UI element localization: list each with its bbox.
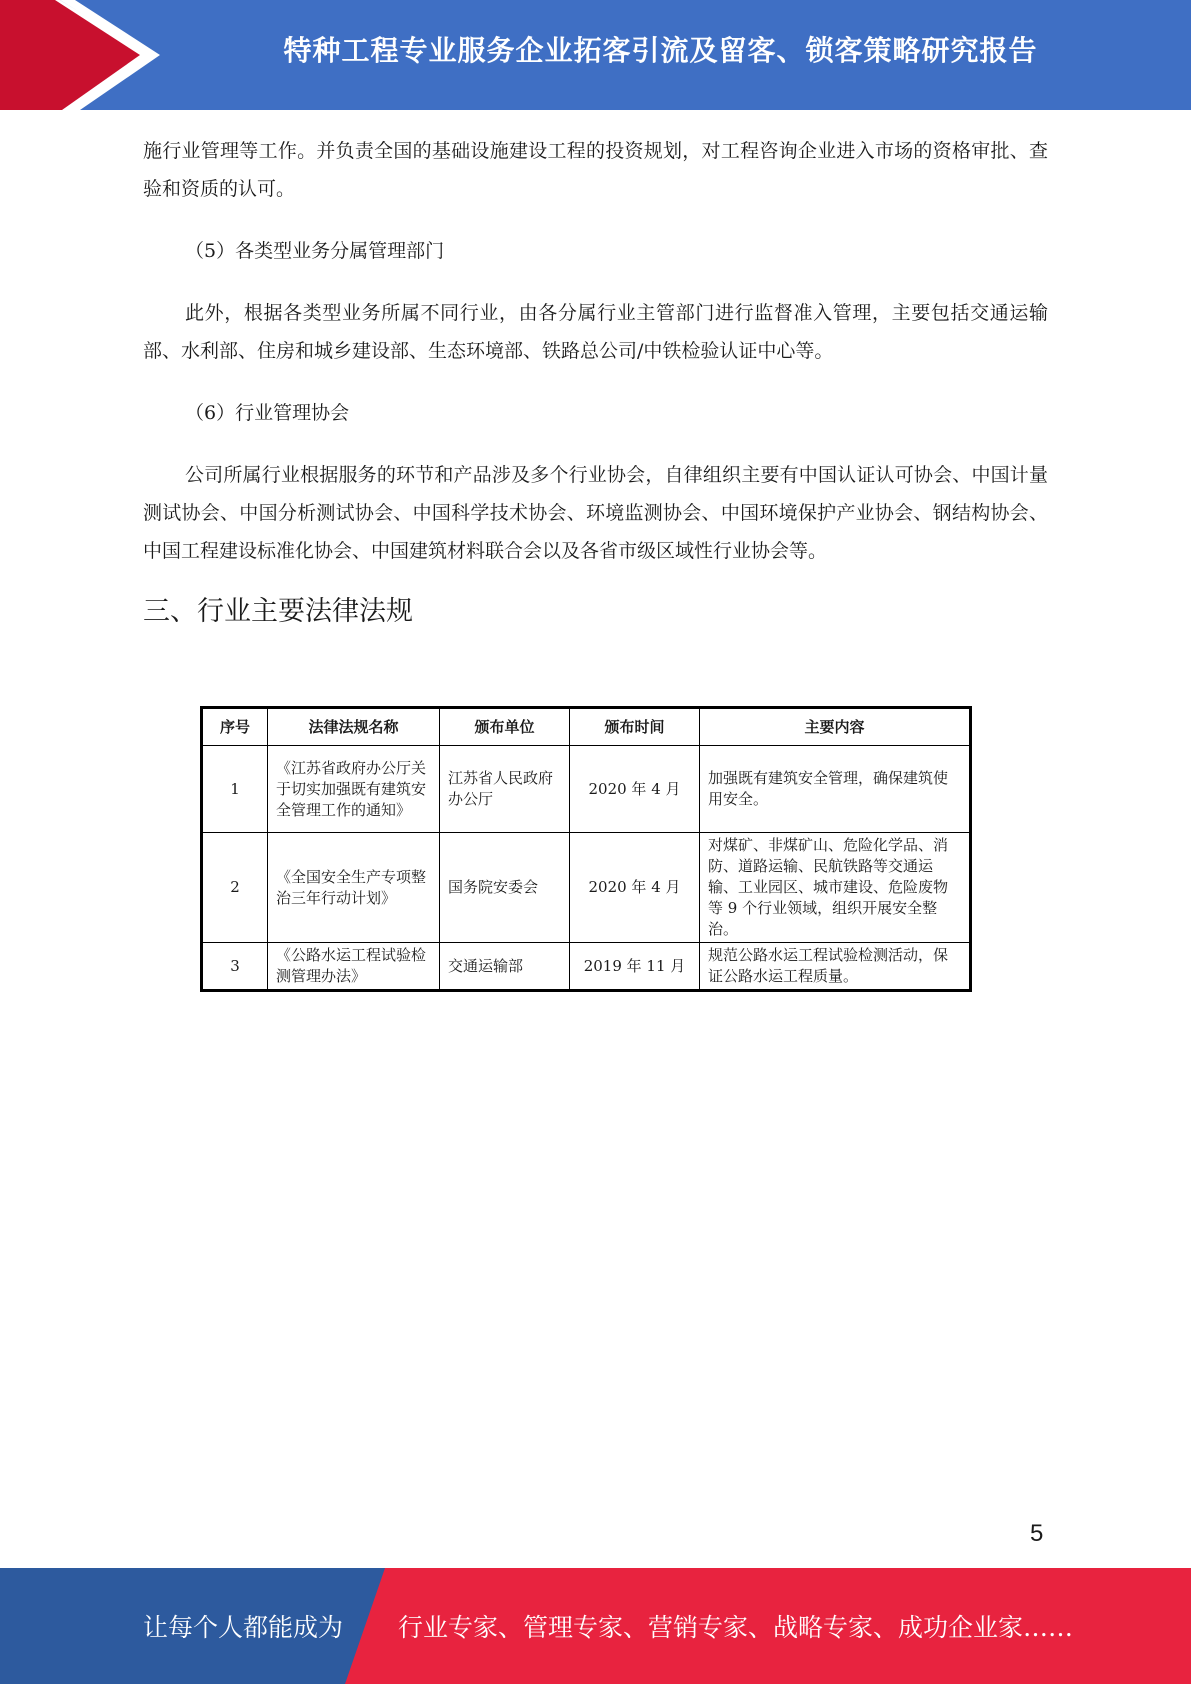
cell-no: 1 xyxy=(202,746,268,833)
table-row xyxy=(202,943,971,991)
cell-name: 《全国安全生产专项整治三年行动计划》 xyxy=(268,833,440,943)
section-heading: 三、行业主要法律法规 xyxy=(143,596,413,627)
cell-no: 2 xyxy=(202,833,268,943)
table-header-row xyxy=(202,708,971,746)
subheading-6: （6）行业管理协会 xyxy=(185,402,350,424)
cell-no: 3 xyxy=(202,943,268,991)
page-header xyxy=(0,0,1191,110)
paragraph-3: 公司所属行业根据服务的环节和产品涉及多个行业协会，自律组织主要有中国认证认可协会、中国计量测试协会、中国分析测试协会、中国科学技术协会、环境监测协会、中国环境保护产业协会、钢结构协会、中国工程建设标准化协会、中国建筑材料联合会以及各省市级区域性行业协会等。 xyxy=(143,464,1048,562)
header-cell-unit: 颁布单位 xyxy=(440,708,570,746)
cell-unit: 交通运输部 xyxy=(440,943,570,991)
cell-unit: 江苏省人民政府办公厅 xyxy=(440,746,570,833)
laws-table xyxy=(200,706,972,992)
header-cell-no: 序号 xyxy=(202,708,268,746)
footer-slogan-right: 行业专家、管理专家、营销专家、战略专家、成功企业家…… xyxy=(398,1613,1074,1642)
paragraph-1: 施行业管理等工作。并负责全国的基础设施建设工程的投资规划，对工程咨询企业进入市场的资格审批、查验和资质的认可。 xyxy=(143,140,1048,200)
cell-content: 规范公路水运工程试验检测活动，保证公路水运工程质量。 xyxy=(700,943,971,991)
paragraph-2: 此外，根据各类型业务所属不同行业，由各分属行业主管部门进行监督准入管理，主要包括交通运输部、水利部、住房和城乡建设部、生态环境部、铁路总公司/中铁检验认证中心等。 xyxy=(143,302,1048,362)
cell-unit: 国务院安委会 xyxy=(440,833,570,943)
table-row xyxy=(202,746,971,833)
cell-date: 2019 年 11 月 xyxy=(570,943,700,991)
cell-name: 《江苏省政府办公厅关于切实加强既有建筑安全管理工作的通知》 xyxy=(268,746,440,833)
cell-content: 加强既有建筑安全管理，确保建筑使用安全。 xyxy=(700,746,971,833)
cell-name: 《公路水运工程试验检测管理办法》 xyxy=(268,943,440,991)
header-cell-name: 法律法规名称 xyxy=(268,708,440,746)
cell-content: 对煤矿、非煤矿山、危险化学品、消防、道路运输、民航铁路等交通运输、工业园区、城市建设、危险废物等 9 个行业领域，组织开展安全整治。 xyxy=(700,833,971,943)
report-title: 特种工程专业服务企业拓客引流及留客、锁客策略研究报告 xyxy=(283,34,1038,67)
table-row xyxy=(202,833,971,943)
document-body xyxy=(143,132,1048,632)
cell-date: 2020 年 4 月 xyxy=(570,746,700,833)
page-number: 5 xyxy=(1030,1520,1044,1547)
header-cell-date: 颁布时间 xyxy=(570,708,700,746)
footer-slogan-left: 让每个人都能成为 xyxy=(143,1613,344,1642)
header-cell-content: 主要内容 xyxy=(700,708,971,746)
page-footer xyxy=(0,1568,1191,1684)
subheading-5: （5）各类型业务分属管理部门 xyxy=(185,240,445,262)
cell-date: 2020 年 4 月 xyxy=(570,833,700,943)
